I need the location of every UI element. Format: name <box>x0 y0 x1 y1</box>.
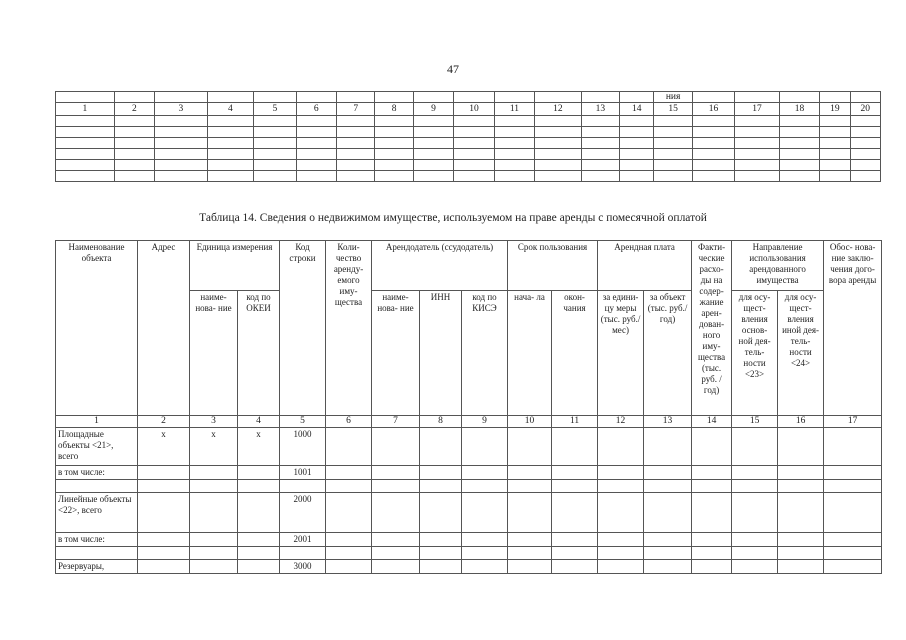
header-usage-other: для осу- щест- вления иной дея- тель- ности <24> <box>778 291 824 416</box>
table-row <box>56 428 882 466</box>
column-number: 15 <box>732 416 778 428</box>
row-name <box>56 547 138 560</box>
empty-cell <box>326 493 372 533</box>
empty-cell <box>824 428 882 466</box>
table-row <box>56 493 882 533</box>
empty-cell <box>598 466 644 480</box>
table-row <box>56 547 882 560</box>
column-number: 5 <box>280 416 326 428</box>
empty-cell <box>372 560 420 574</box>
row-unit-name <box>190 533 238 547</box>
row-name: Резервуары, <box>56 560 138 574</box>
empty-cell <box>508 547 552 560</box>
empty-cell <box>326 466 372 480</box>
column-number: 13 <box>581 103 619 116</box>
continuation-empty-row <box>56 149 881 160</box>
empty-cell <box>598 480 644 493</box>
empty-cell <box>552 533 598 547</box>
header-unit-okei: код по ОКЕИ <box>238 291 280 416</box>
empty-cell <box>420 466 462 480</box>
column-number: 19 <box>820 103 850 116</box>
header-rent-per-object: за объект (тыс. руб./ год) <box>644 291 692 416</box>
row-name: в том числе: <box>56 466 138 480</box>
empty-cell <box>692 547 732 560</box>
empty-cell <box>326 547 372 560</box>
empty-cell <box>420 560 462 574</box>
header-rent: Арендная плата <box>598 241 692 291</box>
empty-cell <box>420 493 462 533</box>
empty-cell <box>552 560 598 574</box>
empty-cell <box>824 560 882 574</box>
row-address <box>138 560 190 574</box>
empty-cell <box>372 547 420 560</box>
table-body <box>56 428 882 574</box>
column-number: 4 <box>207 103 254 116</box>
column-number: 15 <box>654 103 692 116</box>
row-unit-okei: x <box>238 428 280 466</box>
column-number: 2 <box>138 416 190 428</box>
row-address <box>138 533 190 547</box>
empty-cell <box>598 533 644 547</box>
column-number: 3 <box>155 103 208 116</box>
leased-property-table <box>55 240 882 574</box>
continuation-table <box>55 91 881 182</box>
column-number: 7 <box>372 416 420 428</box>
column-number: 10 <box>508 416 552 428</box>
header-term: Срок пользования <box>508 241 598 291</box>
empty-cell <box>732 560 778 574</box>
column-number: 14 <box>620 103 654 116</box>
empty-cell <box>552 493 598 533</box>
empty-cell <box>420 533 462 547</box>
header-rent-per-unit: за едини- цу меры (тыс. руб./ мес) <box>598 291 644 416</box>
empty-cell <box>372 466 420 480</box>
continuation-empty-row <box>56 127 881 138</box>
empty-cell <box>372 428 420 466</box>
empty-cell <box>778 533 824 547</box>
column-number: 9 <box>413 103 453 116</box>
column-number: 18 <box>779 103 819 116</box>
empty-cell <box>692 533 732 547</box>
empty-cell <box>462 547 508 560</box>
column-number: 12 <box>535 103 582 116</box>
empty-cell <box>462 428 508 466</box>
empty-cell <box>644 547 692 560</box>
empty-cell <box>552 547 598 560</box>
empty-cell <box>644 466 692 480</box>
table-row <box>56 466 882 480</box>
row-unit-name <box>190 547 238 560</box>
empty-cell <box>732 466 778 480</box>
row-name: в том числе: <box>56 533 138 547</box>
empty-cell <box>778 547 824 560</box>
empty-cell <box>326 560 372 574</box>
empty-cell <box>824 547 882 560</box>
column-number: 8 <box>375 103 413 116</box>
column-number: 16 <box>692 103 734 116</box>
row-address <box>138 480 190 493</box>
header-address: Адрес <box>138 241 190 416</box>
header-fragment: ния <box>654 92 692 103</box>
empty-cell <box>644 428 692 466</box>
empty-cell <box>326 428 372 466</box>
row-unit-okei <box>238 480 280 493</box>
empty-cell <box>420 480 462 493</box>
row-name: Линейные объекты <22>, всего <box>56 493 138 533</box>
header-quantity: Коли- чество аренду- емого иму- щества <box>326 241 372 416</box>
row-unit-okei <box>238 466 280 480</box>
row-unit-okei <box>238 493 280 533</box>
row-unit-name <box>190 493 238 533</box>
empty-cell <box>778 560 824 574</box>
row-unit-name <box>190 466 238 480</box>
empty-cell <box>778 466 824 480</box>
row-address <box>138 547 190 560</box>
page-number: 47 <box>447 62 459 76</box>
empty-cell <box>732 533 778 547</box>
empty-cell <box>692 560 732 574</box>
column-number: 3 <box>190 416 238 428</box>
empty-cell <box>462 560 508 574</box>
empty-cell <box>598 547 644 560</box>
header-row-code: Код строки <box>280 241 326 416</box>
empty-cell <box>598 493 644 533</box>
empty-cell <box>508 560 552 574</box>
row-unit-name <box>190 560 238 574</box>
empty-cell <box>508 480 552 493</box>
row-name <box>56 480 138 493</box>
row-unit-okei <box>238 560 280 574</box>
column-number: 20 <box>850 103 880 116</box>
empty-cell <box>462 493 508 533</box>
row-unit-okei <box>238 533 280 547</box>
row-name: Площадные объекты <21>, всего <box>56 428 138 466</box>
row-address <box>138 493 190 533</box>
column-number: 13 <box>644 416 692 428</box>
empty-cell <box>778 428 824 466</box>
table-row <box>56 533 882 547</box>
empty-cell <box>692 493 732 533</box>
column-number: 17 <box>824 416 882 428</box>
empty-cell <box>326 480 372 493</box>
column-number: 17 <box>735 103 779 116</box>
header-usage-direction: Направление использования арендованного имущества <box>732 241 824 291</box>
column-number: 6 <box>326 416 372 428</box>
empty-cell <box>644 493 692 533</box>
row-code: 1000 <box>280 428 326 466</box>
column-number: 5 <box>254 103 296 116</box>
continuation-empty-row <box>56 116 881 127</box>
empty-cell <box>732 480 778 493</box>
empty-cell <box>462 480 508 493</box>
empty-cell <box>552 428 598 466</box>
header-lessor-inn: ИНН <box>420 291 462 416</box>
empty-cell <box>420 547 462 560</box>
header-term-start: нача- ла <box>508 291 552 416</box>
row-unit-name: x <box>190 428 238 466</box>
continuation-column-numbers <box>56 103 881 116</box>
column-number: 9 <box>462 416 508 428</box>
header-usage-main: для осу- щест- вления основ- ной дея- тель- ности <23> <box>732 291 778 416</box>
empty-cell <box>508 533 552 547</box>
column-number: 8 <box>420 416 462 428</box>
empty-cell <box>732 493 778 533</box>
empty-cell <box>732 428 778 466</box>
header-justification: Обос- нова- ние заклю- чения дого- вора аренды <box>824 241 882 416</box>
row-code <box>280 480 326 493</box>
empty-cell <box>778 493 824 533</box>
row-code: 1001 <box>280 466 326 480</box>
empty-cell <box>692 480 732 493</box>
continuation-empty-row <box>56 171 881 182</box>
empty-cell <box>644 533 692 547</box>
column-number: 2 <box>114 103 154 116</box>
row-address: x <box>138 428 190 466</box>
column-number: 1 <box>56 416 138 428</box>
empty-cell <box>372 480 420 493</box>
column-number: 7 <box>337 103 375 116</box>
empty-cell <box>372 533 420 547</box>
empty-cell <box>552 480 598 493</box>
column-number: 1 <box>56 103 115 116</box>
column-number: 12 <box>598 416 644 428</box>
column-number: 10 <box>454 103 494 116</box>
header-unit-name: наиме- нова- ние <box>190 291 238 416</box>
row-code: 3000 <box>280 560 326 574</box>
empty-cell <box>644 560 692 574</box>
row-code: 2001 <box>280 533 326 547</box>
column-number: 11 <box>552 416 598 428</box>
empty-cell <box>598 560 644 574</box>
header-term-end: окон- чания <box>552 291 598 416</box>
empty-cell <box>552 466 598 480</box>
row-unit-name <box>190 480 238 493</box>
empty-cell <box>598 428 644 466</box>
column-number: 16 <box>778 416 824 428</box>
header-row-1 <box>56 241 882 291</box>
column-number: 6 <box>296 103 336 116</box>
empty-cell <box>508 466 552 480</box>
empty-cell <box>326 533 372 547</box>
empty-cell <box>508 428 552 466</box>
row-address <box>138 466 190 480</box>
header-actual-costs: Факти- ческие расхо- ды на содер- жание арен- дован- ного иму- щества (тыс. руб. / год) <box>692 241 732 416</box>
empty-cell <box>644 480 692 493</box>
empty-cell <box>778 480 824 493</box>
header-lessor-name: наиме- нова- ние <box>372 291 420 416</box>
table-row <box>56 480 882 493</box>
column-number: 14 <box>692 416 732 428</box>
empty-cell <box>420 428 462 466</box>
empty-cell <box>824 480 882 493</box>
row-code: 2000 <box>280 493 326 533</box>
empty-cell <box>692 428 732 466</box>
empty-cell <box>462 466 508 480</box>
header-object-name: Наименование объекта <box>56 241 138 416</box>
empty-cell <box>732 547 778 560</box>
row-unit-okei <box>238 547 280 560</box>
empty-cell <box>824 466 882 480</box>
continuation-empty-row <box>56 138 881 149</box>
table-row <box>56 560 882 574</box>
column-number: 4 <box>238 416 280 428</box>
row-code <box>280 547 326 560</box>
continuation-empty-row <box>56 160 881 171</box>
empty-cell <box>692 466 732 480</box>
empty-cell <box>372 493 420 533</box>
header-unit: Единица измерения <box>190 241 280 291</box>
header-lessor-kise: код по КИСЭ <box>462 291 508 416</box>
table-title: Таблица 14. Сведения о недвижимом имуществе, используемом на праве аренды с помесячной оплатой <box>199 212 707 224</box>
header-lessor: Арендодатель (ссудодатель) <box>372 241 508 291</box>
empty-cell <box>508 493 552 533</box>
column-numbers-row <box>56 416 882 428</box>
continuation-header-row <box>56 92 881 103</box>
empty-cell <box>824 493 882 533</box>
empty-cell <box>824 533 882 547</box>
column-number: 11 <box>494 103 534 116</box>
empty-cell <box>462 533 508 547</box>
